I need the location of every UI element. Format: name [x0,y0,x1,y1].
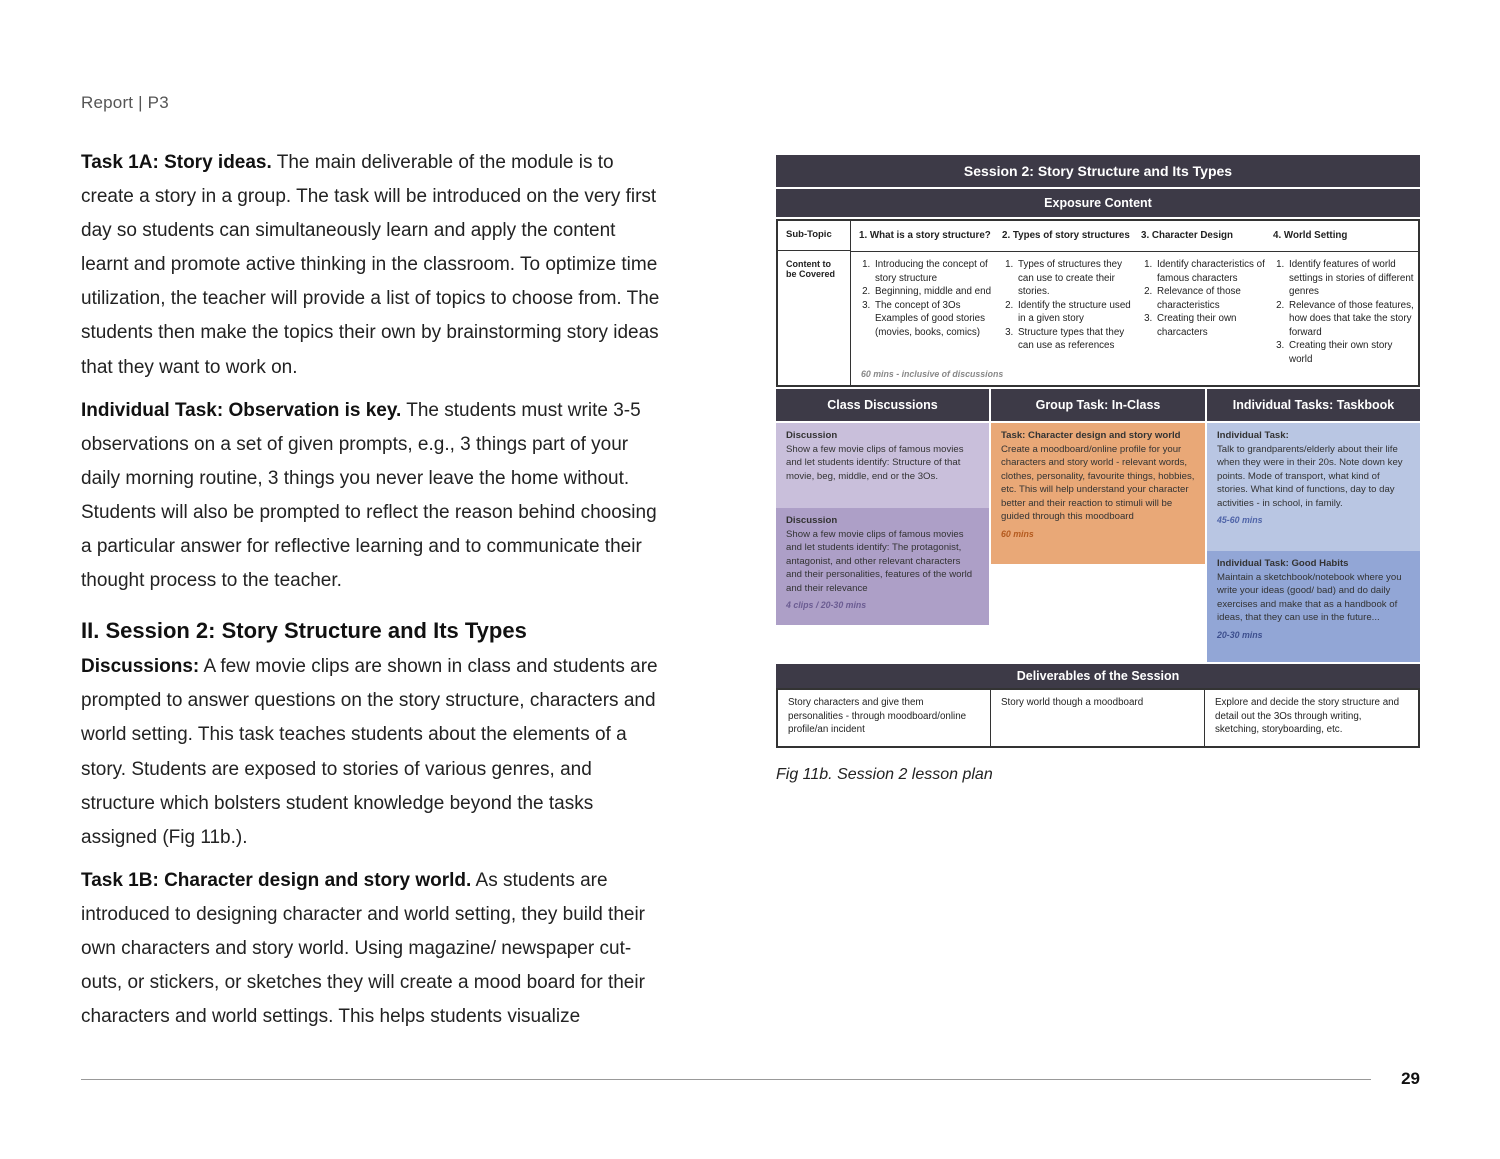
list-item: 1. Types of structures they can use to create their stories. [1016,258,1133,299]
list-item: 3. Structure types that they can use as references [1016,326,1133,353]
content-label: Content to be Covered [786,259,836,279]
topic-contents [851,252,1418,385]
list-item: 1. Introducing the concept of story structure [873,258,994,285]
deliverables-table [776,688,1420,748]
column-header: Group Task: In-Class [991,389,1205,421]
section-heading: II. Session 2: Story Structure and Its Types [81,618,527,644]
paragraph-task-1a: Task 1A: Story ideas. The main deliverable of the module is to create a story in a group. The task will be introduced on the very first day so students can simultaneously learn and apply the content learnt and promote active thinking in the classroom. To optimize time utilization, the teacher will provide a list of topics to choose from. The students then make the topics their own by brainstorming story ideas that they want to work on. [81,152,660,378]
topics-area [851,221,1418,385]
class-discussions-column [776,389,989,662]
lesson-plan-figure [776,155,1420,784]
topic-header: 4. World Setting [1273,230,1348,241]
list-item: 1. Identify characteristics of famous characters [1155,258,1265,285]
figure-caption: Fig 11b. Session 2 lesson plan [776,766,993,783]
topic-header: 2. Types of story structures [1002,230,1130,241]
subtopic-label: Sub-Topic [778,221,850,251]
deliverable-cell: Explore and decide the story structure and detail out the 3Os through writing, sketching, storyboarding, etc. [1215,697,1400,735]
figure-title: Session 2: Story Structure and Its Types [776,155,1420,187]
page-header: Report | P3 [81,93,169,112]
topic-header: 1. What is a story structure? [859,230,991,241]
discussion-box: Discussion Show a few movie clips of famous movies and let students identify: The protagonist, antagonist, and other relevant characters and their personalities, features of the world and their relevance 4 clips / 20-30 mins [776,508,989,625]
good-habits-box: Individual Task: Good Habits Maintain a sketchbook/notebook where you write your ideas (good/ bad) and do daily exercises and make that as a handbook of ideas, that they can use in the future... 20-30 mins [1207,551,1420,662]
group-task-column [991,389,1205,662]
topic-list [994,252,1133,385]
topic-list [1265,252,1415,385]
topic-list [1133,252,1265,385]
deliverable-cell: Story characters and give them personalities - through moodboard/online profile/an incident [778,690,991,746]
column-header: Class Discussions [776,389,989,421]
row-labels [778,221,851,385]
individual-tasks-column [1207,389,1420,662]
list-item: 3. Creating their own story world [1287,339,1415,366]
body-text [81,146,661,1043]
exposure-duration-note: 60 mins - inclusive of discussions [861,369,1004,379]
footer-divider [81,1079,1371,1080]
discussion-box: Discussion Show a few movie clips of famous movies and let students identify: Structure of that movie, beg, middle, end or the 3Os. [776,423,989,508]
topic-header: 3. Character Design [1141,230,1234,241]
list-item: 2. Relevance of those characteristics [1155,285,1265,312]
list-item: 3. The concept of 3Os Examples of good stories (movies, books, comics) [873,299,994,340]
activity-columns [776,389,1420,662]
paragraph-task-1b: Task 1B: Character design and story world. As students are introduced to designing character and world setting, they build their own characters and story world. Using magazine/ newspaper cut-outs, or stickers, or sketches they will create a mood board for their characters and world settings. This helps students visualize [81,869,646,1028]
deliverable-cell: Story world though a moodboard [991,690,1205,746]
exposure-table [776,219,1420,387]
list-item: 2. Relevance of those features, how does that take the story forward [1287,299,1415,340]
paragraph-observation: Individual Task: Observation is key. The students must write 3-5 observations on a set of given prompts, e.g., 3 things part of your daily morning routine, 3 things you never leave the home without. Students will also be prompted to reflect the reason behind choosing a particular answer for reflective learning and to communicate their thought process to the teacher. [81,399,657,592]
list-item: 2. Beginning, middle and end [873,285,994,299]
paragraph-discussions: Discussions: A few movie clips are shown in class and students are prompted to answer questions on the story structure, characters and world setting. This task teaches students about the elements of a story. Students are exposed to stories of various genres, and structure which bolsters student knowledge beyond the tasks assigned (Fig 11b.). [81,656,658,848]
individual-task-box: Individual Task: Talk to grandparents/elderly about their life when they were in their 20s. Note down key points. Mode of transport, what kind of stories. What kind of functions, day to day activities - in school, in family. 45-60 mins [1207,423,1420,551]
deliverables-bar: Deliverables of the Session [776,664,1420,688]
column-header: Individual Tasks: Taskbook [1207,389,1420,421]
list-item: 3. Creating their own charcacters [1155,312,1265,339]
group-task-box: Task: Character design and story world Create a moodboard/online profile for your characters and story world - relevant words, clothes, personality, favourite things, hobbies, etc. This will help understand your character better and their reaction to stimuli will be guided through this moodboard 60 mins [991,423,1205,564]
page-number: 29 [1401,1069,1420,1088]
exposure-content-bar: Exposure Content [776,189,1420,217]
list-item: 1. Identify features of world settings in stories of different genres [1287,258,1415,299]
topic-headers [851,221,1418,252]
topic-list [851,252,994,385]
list-item: 2. Identify the structure used in a given story [1016,299,1133,326]
